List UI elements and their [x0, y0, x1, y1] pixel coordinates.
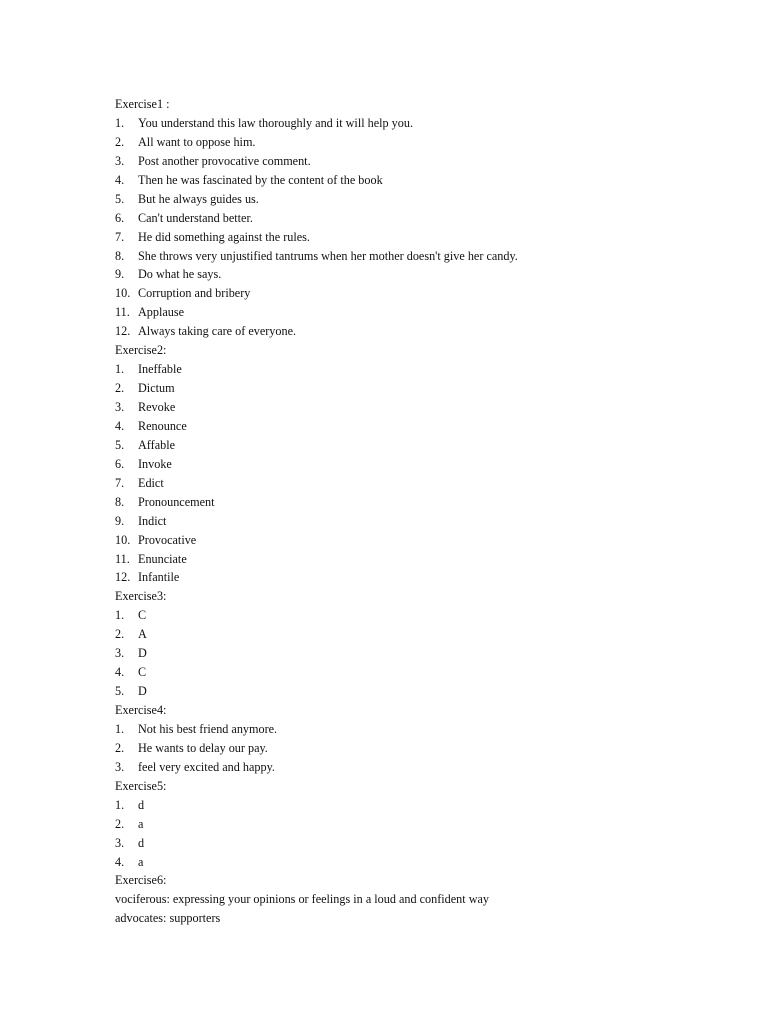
- item-number: 5.: [115, 191, 125, 206]
- list-item: [115, 739, 735, 758]
- item-number: 3.: [115, 646, 125, 661]
- exercise-3-section: [115, 587, 735, 701]
- exercise-1-section: [115, 95, 735, 341]
- list-item: [115, 190, 735, 209]
- list-item: [115, 152, 735, 171]
- list-item: [115, 133, 735, 152]
- list-item: [115, 568, 735, 587]
- list-item: [115, 417, 735, 436]
- list-item: [115, 436, 735, 455]
- item-text: Edict: [138, 475, 164, 490]
- list-item: [115, 379, 735, 398]
- list-item: [115, 114, 735, 133]
- item-number: 6.: [115, 456, 125, 471]
- item-number: 10.: [115, 286, 131, 301]
- item-text: a: [138, 816, 144, 831]
- exercise-1-heading: Exercise1 :: [115, 97, 170, 111]
- item-text: feel very excited and happy.: [138, 759, 275, 774]
- item-number: 3.: [115, 835, 125, 850]
- definition-line: advocates: supporters: [115, 911, 221, 926]
- item-text: She throws very unjustified tantrums when her mother doesn't give her candy.: [138, 248, 518, 263]
- item-number: 5.: [115, 437, 125, 452]
- item-number: 1.: [115, 797, 125, 812]
- exercise-2-section: [115, 341, 735, 587]
- list-item: [115, 625, 735, 644]
- item-number: 9.: [115, 513, 125, 528]
- item-text: d: [138, 797, 145, 812]
- item-number: 2.: [115, 381, 125, 396]
- item-number: 1.: [115, 362, 125, 377]
- list-item: [115, 815, 735, 834]
- item-text: Then he was fascinated by the content of the book: [138, 172, 383, 187]
- document-body: [115, 95, 735, 928]
- list-item: [115, 531, 735, 550]
- item-number: 5.: [115, 684, 125, 699]
- item-text: Corruption and bribery: [138, 286, 251, 301]
- definition-line: vociferous: expressing your opinions or feelings in a loud and confident way: [115, 892, 490, 907]
- list-item: [115, 303, 735, 322]
- item-number: 12.: [115, 570, 131, 585]
- item-number: 1.: [115, 608, 125, 623]
- item-text: Enunciate: [138, 551, 187, 566]
- exercise-6-section: [115, 871, 735, 928]
- list-item: [115, 550, 735, 569]
- item-number: 4.: [115, 854, 125, 869]
- item-text: You understand this law thoroughly and it will help you.: [138, 115, 413, 130]
- item-text: Renounce: [138, 418, 187, 433]
- item-number: 7.: [115, 229, 125, 244]
- item-number: 3.: [115, 153, 125, 168]
- exercise-4-section: [115, 701, 735, 777]
- item-number: 7.: [115, 475, 125, 490]
- list-item: [115, 512, 735, 531]
- item-text: Not his best friend anymore.: [138, 721, 278, 736]
- item-text: C: [138, 665, 147, 680]
- item-number: 11.: [115, 305, 130, 320]
- list-item: [115, 663, 735, 682]
- item-text: Can't understand better.: [138, 210, 253, 225]
- list-item: [115, 796, 735, 815]
- exercise-6-heading: Exercise6:: [115, 873, 167, 888]
- item-number: 1.: [115, 115, 125, 130]
- item-number: 4.: [115, 172, 125, 187]
- exercise-5-heading: Exercise5:: [115, 778, 167, 793]
- item-text: Invoke: [138, 456, 172, 471]
- item-number: 6.: [115, 210, 125, 225]
- item-text: D: [138, 684, 147, 699]
- item-number: 2.: [115, 134, 125, 149]
- item-text: Infantile: [138, 570, 180, 585]
- item-number: 3.: [115, 400, 125, 414]
- list-item: [115, 360, 735, 379]
- list-item: [115, 247, 735, 266]
- item-text: Affable: [138, 437, 175, 452]
- item-text: A: [138, 627, 147, 642]
- item-text: Revoke: [138, 400, 176, 414]
- item-text: Indict: [138, 513, 167, 528]
- exercise-2-heading: Exercise2:: [115, 343, 167, 358]
- item-text: Always taking care of everyone.: [138, 324, 297, 339]
- list-item: [115, 322, 735, 341]
- item-number: 11.: [115, 551, 130, 566]
- item-number: 4.: [115, 418, 125, 433]
- item-number: 2.: [115, 740, 125, 755]
- item-number: 3.: [115, 759, 125, 774]
- list-item: [115, 720, 735, 739]
- item-text: D: [138, 646, 147, 661]
- item-number: 8.: [115, 248, 125, 263]
- item-text: Do what he says.: [138, 267, 222, 282]
- list-item: [115, 398, 735, 417]
- item-text: Ineffable: [138, 362, 182, 377]
- list-item: [115, 644, 735, 663]
- list-item: [115, 682, 735, 701]
- item-number: 12.: [115, 324, 131, 339]
- list-item: [115, 834, 735, 853]
- item-text: Post another provocative comment.: [138, 153, 311, 168]
- list-item: [115, 606, 735, 625]
- item-text: He wants to delay our pay.: [138, 740, 268, 755]
- item-text: C: [138, 608, 147, 623]
- item-number: 1.: [115, 721, 125, 736]
- item-number: 10.: [115, 532, 131, 547]
- item-text: But he always guides us.: [138, 191, 259, 206]
- item-number: 8.: [115, 494, 125, 509]
- item-number: 4.: [115, 665, 125, 680]
- item-text: d: [138, 835, 145, 850]
- item-text: He did something against the rules.: [138, 229, 310, 244]
- exercise-5-section: [115, 777, 735, 872]
- item-number: 2.: [115, 627, 125, 642]
- list-item: [115, 493, 735, 512]
- item-text: a: [138, 854, 144, 869]
- list-item: [115, 228, 735, 247]
- list-item: [115, 284, 735, 303]
- item-text: Provocative: [138, 532, 197, 547]
- exercise-4-heading: Exercise4:: [115, 703, 167, 717]
- list-item: [115, 171, 735, 190]
- list-item: [115, 455, 735, 474]
- item-number: 9.: [115, 267, 125, 282]
- list-item: [115, 853, 735, 872]
- list-item: [115, 758, 735, 777]
- item-text: All want to oppose him.: [138, 134, 256, 149]
- exercise-3-heading: Exercise3:: [115, 589, 167, 604]
- list-item: [115, 265, 735, 284]
- item-number: 2.: [115, 816, 125, 831]
- list-item: [115, 474, 735, 493]
- item-text: Dictum: [138, 381, 175, 396]
- list-item: [115, 209, 735, 228]
- item-text: Pronouncement: [138, 494, 215, 509]
- item-text: Applause: [138, 305, 185, 320]
